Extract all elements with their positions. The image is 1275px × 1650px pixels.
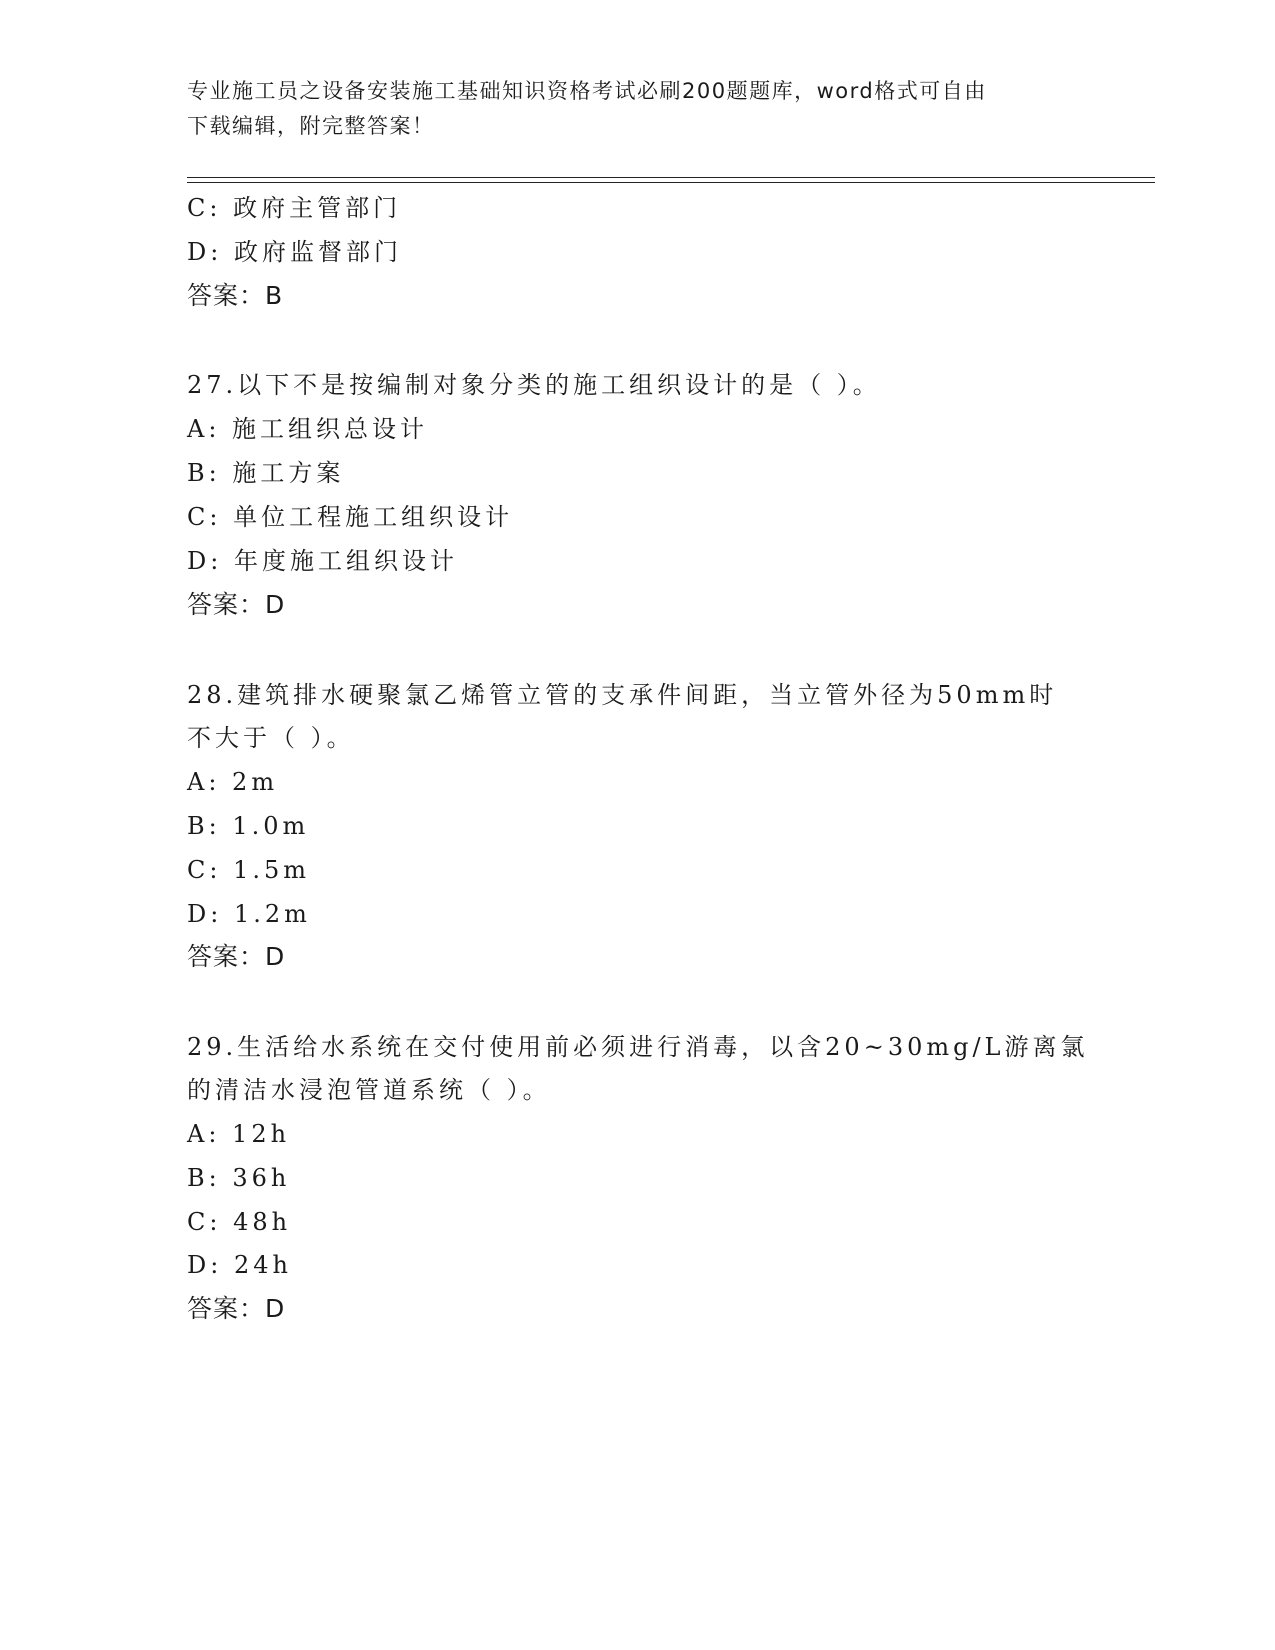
question-27-option-c: C: 单位工程施工组织设计 <box>187 503 514 531</box>
header-line-2: 下载编辑，附完整答案！ <box>187 114 435 138</box>
question-27-option-d: D: 年度施工组织设计 <box>187 547 458 575</box>
question-27-option-b: B: 施工方案 <box>187 459 345 487</box>
prev-option-d: D: 政府监督部门 <box>187 238 402 266</box>
question-28-option-a: A: 2m <box>187 768 279 796</box>
question-29-text-line-2: 的清洁水浸泡管道系统（ ）。 <box>187 1076 551 1104</box>
question-28-answer: 答案：D <box>187 942 286 971</box>
question-28-option-c: C: 1.5m <box>187 856 311 884</box>
question-28-option-b: B: 1.0m <box>187 812 310 840</box>
question-28-text-line-1: 28.建筑排水硬聚氯乙烯管立管的支承件间距，当立管外径为50mm时 <box>187 681 1058 709</box>
question-29-option-a: A: 12h <box>187 1120 291 1148</box>
question-27-text: 27.以下不是按编制对象分类的施工组织设计的是（ ）。 <box>187 371 881 399</box>
document-header <box>187 74 1087 144</box>
question-29-answer: 答案：D <box>187 1294 286 1323</box>
question-27-answer: 答案：D <box>187 590 286 619</box>
header-divider-top <box>187 177 1155 178</box>
question-28-option-d: D: 1.2m <box>187 900 311 928</box>
question-27-option-a: A: 施工组织总设计 <box>187 415 429 443</box>
header-divider-bottom <box>187 182 1155 183</box>
prev-option-c: C: 政府主管部门 <box>187 194 402 222</box>
question-29-text-line-1: 29.生活给水系统在交付使用前必须进行消毒，以含20~30mg/L游离氯 <box>187 1033 1089 1061</box>
question-29-option-b: B: 36h <box>187 1164 291 1192</box>
question-29-option-d: D: 24h <box>187 1251 292 1279</box>
prev-answer: 答案：B <box>187 281 284 310</box>
header-line-1: 专业施工员之设备安装施工基础知识资格考试必刷200题题库，word格式可自由 <box>187 79 987 103</box>
question-29-option-c: C: 48h <box>187 1208 292 1236</box>
question-28-text-line-2: 不大于（ ）。 <box>187 724 355 752</box>
